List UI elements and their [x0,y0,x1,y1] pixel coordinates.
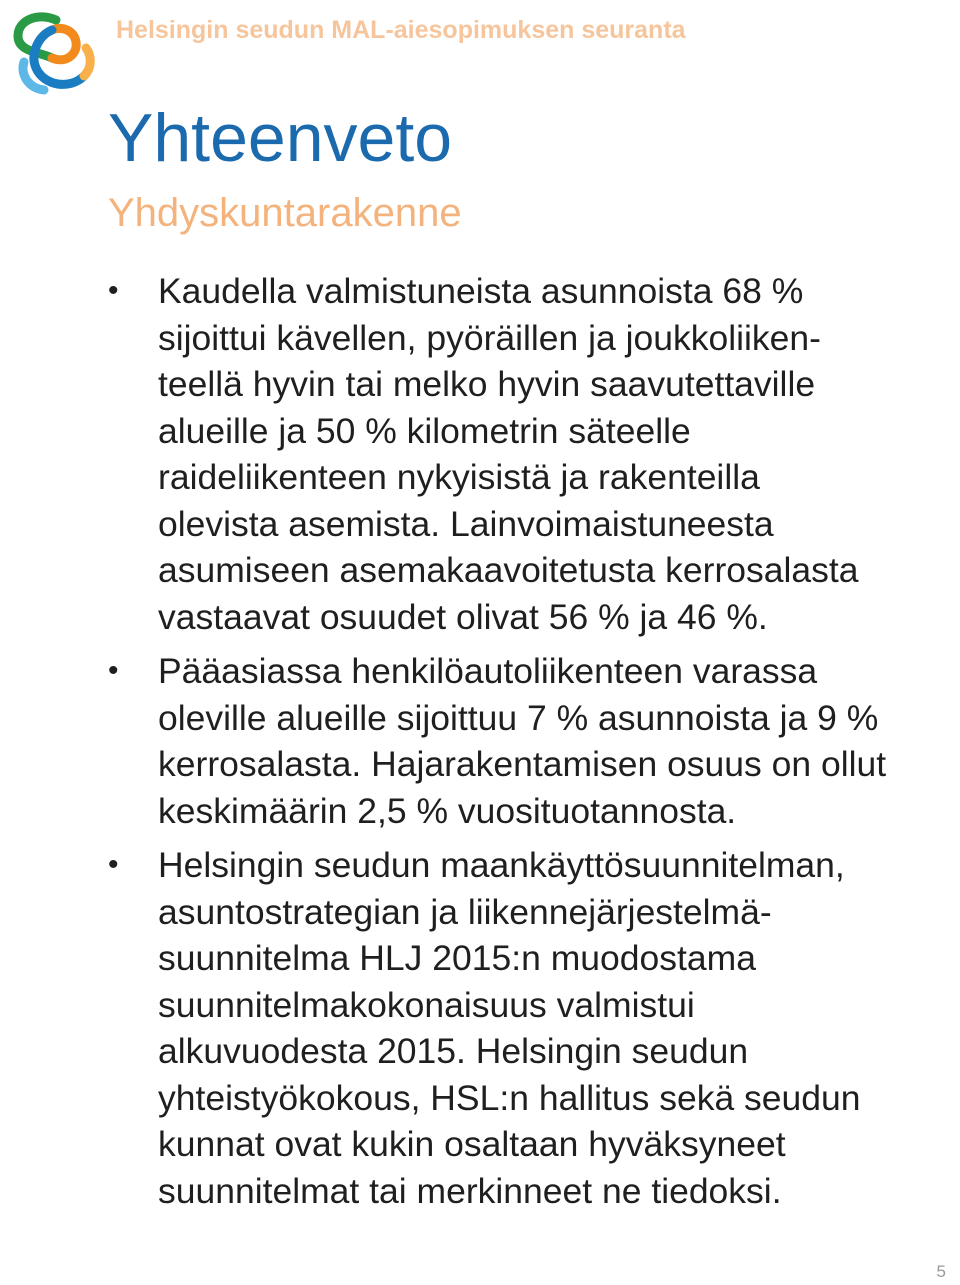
bullet-item [108,842,948,1214]
bullet-item [108,648,948,834]
bullet-dot-icon: • [108,274,119,307]
bullet-line: suunnitelmakokonaisuus valmistui [158,984,695,1025]
bullet-line: kerrosalasta. Hajarakentamisen osuus on ollut [158,744,887,784]
bullet-dot-icon: • [108,654,119,687]
bullet-line: oleville alueille sijoittuu 7 % asunnoista ja 9 % [158,697,879,738]
bullet-line: Helsingin seudun maankäyttösuunnitelman, [158,845,845,885]
bullet-text [158,648,948,834]
bullet-line: Kaudella valmistuneista asunnoista 68 % [158,271,804,311]
bullet-line: yhteistyökokous, HSL:n hallitus sekä seudun [158,1077,861,1118]
bullet-line: vastaavat osuudet olivat 56 % ja 46 %. [158,596,768,637]
bullet-line: suunnitelmat tai merkinneet ne tiedoksi. [158,1170,782,1211]
bullet-line: kunnat ovat kukin osaltaan hyväksyneet [158,1124,786,1164]
bullet-item [108,268,948,640]
bullet-line: sijoittui kävellen, pyöräillen ja joukkoliiken- [158,317,821,358]
page-number: 5 [936,1262,946,1281]
bullet-list [108,268,948,1222]
bullet-line: keskimäärin 2,5 % vuosituotannosta. [158,790,737,831]
bullet-dot-icon: • [108,848,119,881]
interlocking-rings-logo-icon [8,6,98,96]
header-title: Helsingin seudun MAL-aiesopimuksen seuranta [116,16,686,44]
bullet-line: teellä hyvin tai melko hyvin saavutettaville [158,364,816,404]
slide-title: Yhteenveto [108,100,453,176]
bullet-line: asumiseen asemakaavoitetusta kerrosalasta [158,550,859,590]
bullet-line: olevista asemista. Lainvoimaistuneesta [158,503,774,544]
bullet-line: asuntostrategian ja liikennejärjestelmä- [158,891,772,932]
bullet-text [158,842,948,1214]
bullet-line: alkuvuodesta 2015. Helsingin seudun [158,1031,749,1071]
bullet-line: Pääasiassa henkilöautoliikenteen varassa [158,651,818,691]
bullet-text [158,268,948,640]
bullet-line: raideliikenteen nykyisistä ja rakenteilla [158,457,760,497]
bullet-line: suunnitelma HLJ 2015:n muodostama [158,938,756,978]
slide-subtitle: Yhdyskuntarakenne [108,191,462,235]
bullet-line: alueille ja 50 % kilometrin säteelle [158,410,691,451]
